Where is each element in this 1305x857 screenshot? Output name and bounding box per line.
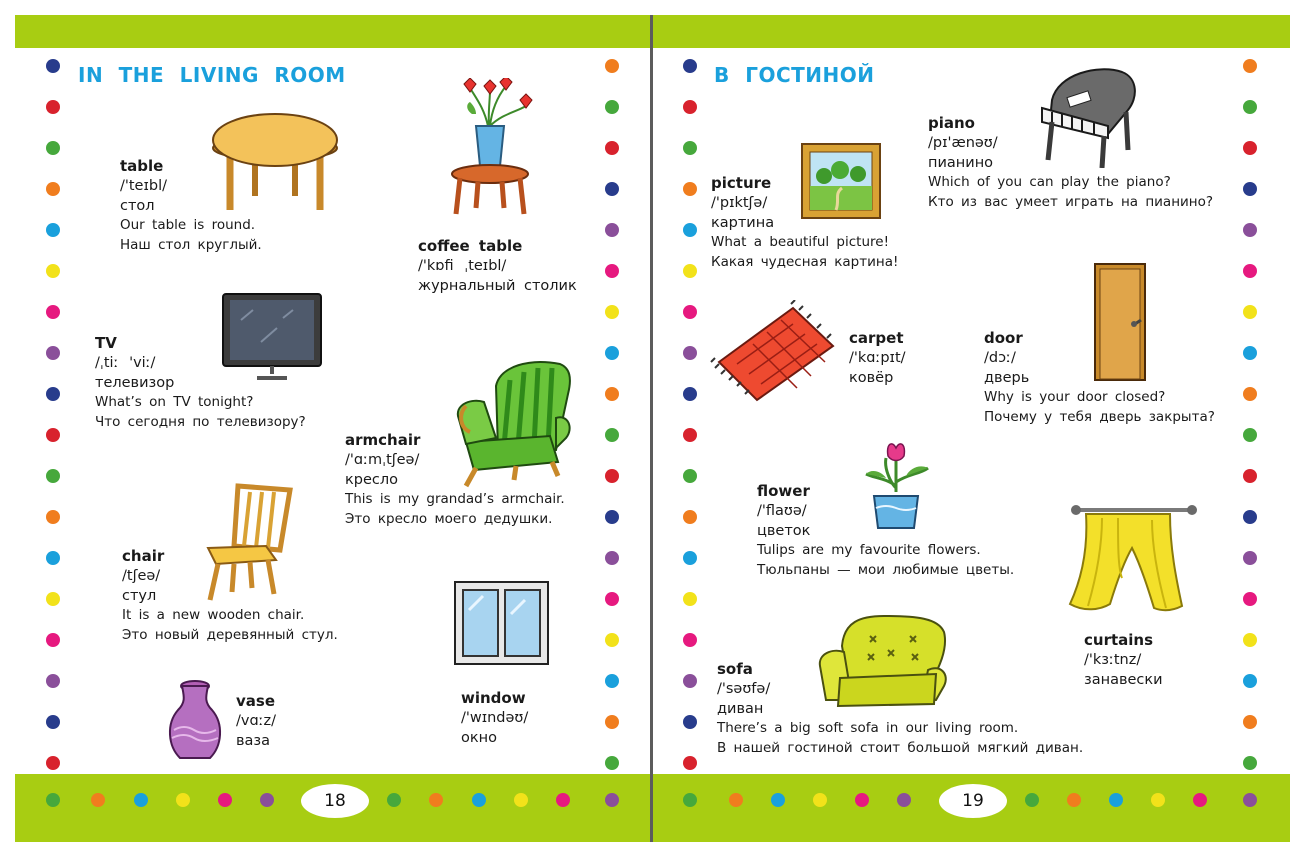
decorative-dot [1025,793,1039,807]
decorative-dot [46,551,60,565]
decorative-dot [605,264,619,278]
entry-example-ru: Что сегодня по телевизору? [95,413,306,430]
decorative-dot [46,756,60,770]
entry-translation: кресло [345,472,398,488]
decorative-dot [683,59,697,73]
decorative-dot [1243,182,1257,196]
entry-word: sofa [717,660,753,678]
entry-translation: цветок [757,523,811,539]
entry-example-ru: Это кресло моего дедушки. [345,510,553,527]
entry-example-en: This is my grandad’s armchair. [345,491,565,507]
decorative-dot [1243,674,1257,688]
decorative-dot [46,510,60,524]
entry-example-ru: Наш стол круглый. [120,236,262,253]
decorative-dot [605,59,619,73]
door-icon [1093,262,1147,382]
entry-word: chair [122,547,165,565]
entry-transcription: /vɑːz/ [236,713,277,729]
decorative-dot [683,387,697,401]
page-title-left: IN THE LIVING ROOM [78,63,346,87]
entry-word: vase [236,692,276,710]
entry-example-ru: Почему у тебя дверь закрыта? [984,408,1215,425]
framed-picture-icon [800,142,882,220]
decorative-dot [683,793,697,807]
entry-word: coffee table [418,237,523,255]
decorative-dot [1243,715,1257,729]
decorative-dot [605,793,619,807]
entry-translation: занавески [1084,672,1163,688]
decorative-dot [46,305,60,319]
decorative-dot [1243,756,1257,770]
decorative-dot [1243,592,1257,606]
entry-window [461,688,528,748]
decorative-dot [855,793,869,807]
entry-vase [236,691,276,751]
entry-example-en: It is a new wooden chair. [122,607,305,623]
decorative-dot [514,793,528,807]
entry-word: TV [95,334,117,352]
page-title-right: В ГОСТИНОЙ [714,63,875,87]
decorative-dot [605,592,619,606]
decorative-dot [1151,793,1165,807]
decorative-dot [387,793,401,807]
entry-translation: пианино [928,155,994,171]
decorative-dot [1243,100,1257,114]
decorative-dot [605,428,619,442]
entry-translation: стул [122,588,157,604]
entry-example-en: What’s on TV tonight? [95,394,254,410]
entry-example-ru: Тюльпаны — мои любимые цветы. [757,561,1015,578]
decorative-dot [472,793,486,807]
entry-transcription: /'teɪbl/ [120,178,167,194]
decorative-dot [1193,793,1207,807]
decorative-dot [605,223,619,237]
decorative-dot [556,793,570,807]
decorative-dot [771,793,785,807]
entry-word: picture [711,174,772,192]
decorative-dot [46,387,60,401]
decorative-dot [1243,59,1257,73]
decorative-dot [605,674,619,688]
entry-transcription: /tʃeə/ [122,568,161,584]
decorative-dot [134,793,148,807]
decorative-dot [683,100,697,114]
entry-transcription: /'pɪktʃə/ [711,195,768,211]
entry-example-en: Why is your door closed? [984,389,1166,405]
round-table-icon [210,112,340,214]
entry-word: table [120,157,164,175]
carpet-icon [709,300,841,406]
armchair-icon [452,358,576,488]
book-spine [650,15,653,842]
entry-word: door [984,329,1023,347]
decorative-dot [605,305,619,319]
entry-example-en: Tulips are my favourite flowers. [757,542,981,558]
decorative-dot [683,469,697,483]
decorative-dot [46,346,60,360]
decorative-dot [46,633,60,647]
entry-translation: картина [711,215,775,231]
decorative-dot [683,428,697,442]
entry-translation: стол [120,198,155,214]
entry-translation: телевизор [95,375,175,391]
decorative-dot [1243,305,1257,319]
decorative-dot [46,182,60,196]
entry-translation: диван [717,701,764,717]
entry-transcription: /dɔː/ [984,350,1016,366]
entry-translation: окно [461,730,497,746]
entry-example-en: What a beautiful picture! [711,234,889,250]
decorative-dot [897,793,911,807]
entry-transcription: /pɪ'ænəʊ/ [928,135,998,151]
entry-translation: ковёр [849,370,894,386]
decorative-dot [1243,551,1257,565]
decorative-dot [683,182,697,196]
decorative-dot [46,674,60,688]
chair-icon [204,480,294,604]
entry-translation: дверь [984,370,1030,386]
decorative-dot [46,715,60,729]
decorative-dot [605,100,619,114]
decorative-dot [91,793,105,807]
decorative-dot [605,141,619,155]
decorative-dot [813,793,827,807]
decorative-dot [683,305,697,319]
entry-transcription: /'səʊfə/ [717,681,771,697]
entry-word: carpet [849,329,904,347]
entry-example-en: Which of you can play the piano? [928,174,1171,190]
decorative-dot [218,793,232,807]
decorative-dot [46,469,60,483]
decorative-dot [683,633,697,647]
window-icon [453,580,550,666]
decorative-dot [1109,793,1123,807]
decorative-dot [1243,264,1257,278]
tv-icon [221,292,323,382]
decorative-dot [683,551,697,565]
entry-word: armchair [345,431,421,449]
decorative-dot [1243,469,1257,483]
entry-transcription: /ˌtiː 'viː/ [95,355,156,371]
decorative-dot [1243,633,1257,647]
decorative-dot [46,428,60,442]
decorative-dot [46,223,60,237]
entry-transcription: /'wɪndəʊ/ [461,710,529,726]
entry-coffee-table [418,236,577,296]
decorative-dot [1067,793,1081,807]
entry-transcription: /'ɑːmˌtʃeə/ [345,452,420,468]
entry-example-ru: Кто из вас умеет играть на пианино? [928,193,1214,210]
vase-icon [166,680,224,762]
decorative-dot [683,674,697,688]
entry-example-en: There’s a big soft sofa in our living room. [717,720,1019,736]
entry-example-ru: Какая чудесная картина! [711,253,899,270]
entry-translation: журнальный столик [418,278,577,294]
decorative-dot [46,793,60,807]
entry-word: window [461,689,526,707]
decorative-dot [683,756,697,770]
entry-example-ru: В нашей гостиной стоит большой мягкий диван. [717,739,1084,756]
decorative-dot [683,715,697,729]
entry-translation: ваза [236,733,271,749]
entry-word: curtains [1084,631,1154,649]
decorative-dot [1243,428,1257,442]
decorative-dot [46,592,60,606]
decorative-dot [46,59,60,73]
decorative-dot [605,715,619,729]
decorative-dot [46,141,60,155]
entry-word: flower [757,482,810,500]
entry-transcription: /'kɜːtnz/ [1084,652,1142,668]
decorative-dot [605,510,619,524]
decorative-dot [605,633,619,647]
entry-word: piano [928,114,975,132]
decorative-dot [605,182,619,196]
decorative-dot [683,510,697,524]
decorative-dot [683,264,697,278]
sofa-icon [818,614,950,710]
decorative-dot [683,592,697,606]
decorative-dot [1243,141,1257,155]
page-number-right: 19 [939,784,1007,818]
decorative-dot [729,793,743,807]
decorative-dot [605,469,619,483]
decorative-dot [683,223,697,237]
decorative-dot [605,551,619,565]
entry-curtains [1084,630,1163,690]
page-number-left: 18 [301,784,369,818]
piano-icon [1038,64,1140,168]
decorative-dot [1243,346,1257,360]
decorative-dot [260,793,274,807]
decorative-dot [683,346,697,360]
decorative-dot [46,264,60,278]
flower-pot-icon [860,438,932,530]
entry-transcription: /'kɒfi ˌteɪbl/ [418,258,507,274]
decorative-dot [1243,793,1257,807]
decorative-dot [605,756,619,770]
decorative-dot [605,387,619,401]
decorative-dot [429,793,443,807]
decorative-dot [176,793,190,807]
decorative-dot [1243,387,1257,401]
decorative-dot [683,141,697,155]
decorative-dot [605,346,619,360]
entry-transcription: /'flaʊə/ [757,503,807,519]
decorative-dot [1243,223,1257,237]
decorative-dot [1243,510,1257,524]
entry-example-en: Our table is round. [120,217,256,233]
decorative-dot [46,100,60,114]
entry-example-ru: Это новый деревянный стул. [122,626,338,643]
entry-transcription: /'kɑːpɪt/ [849,350,906,366]
entry-carpet [849,328,906,388]
coffee-table-icon [446,78,534,218]
curtains-icon [1066,498,1198,616]
